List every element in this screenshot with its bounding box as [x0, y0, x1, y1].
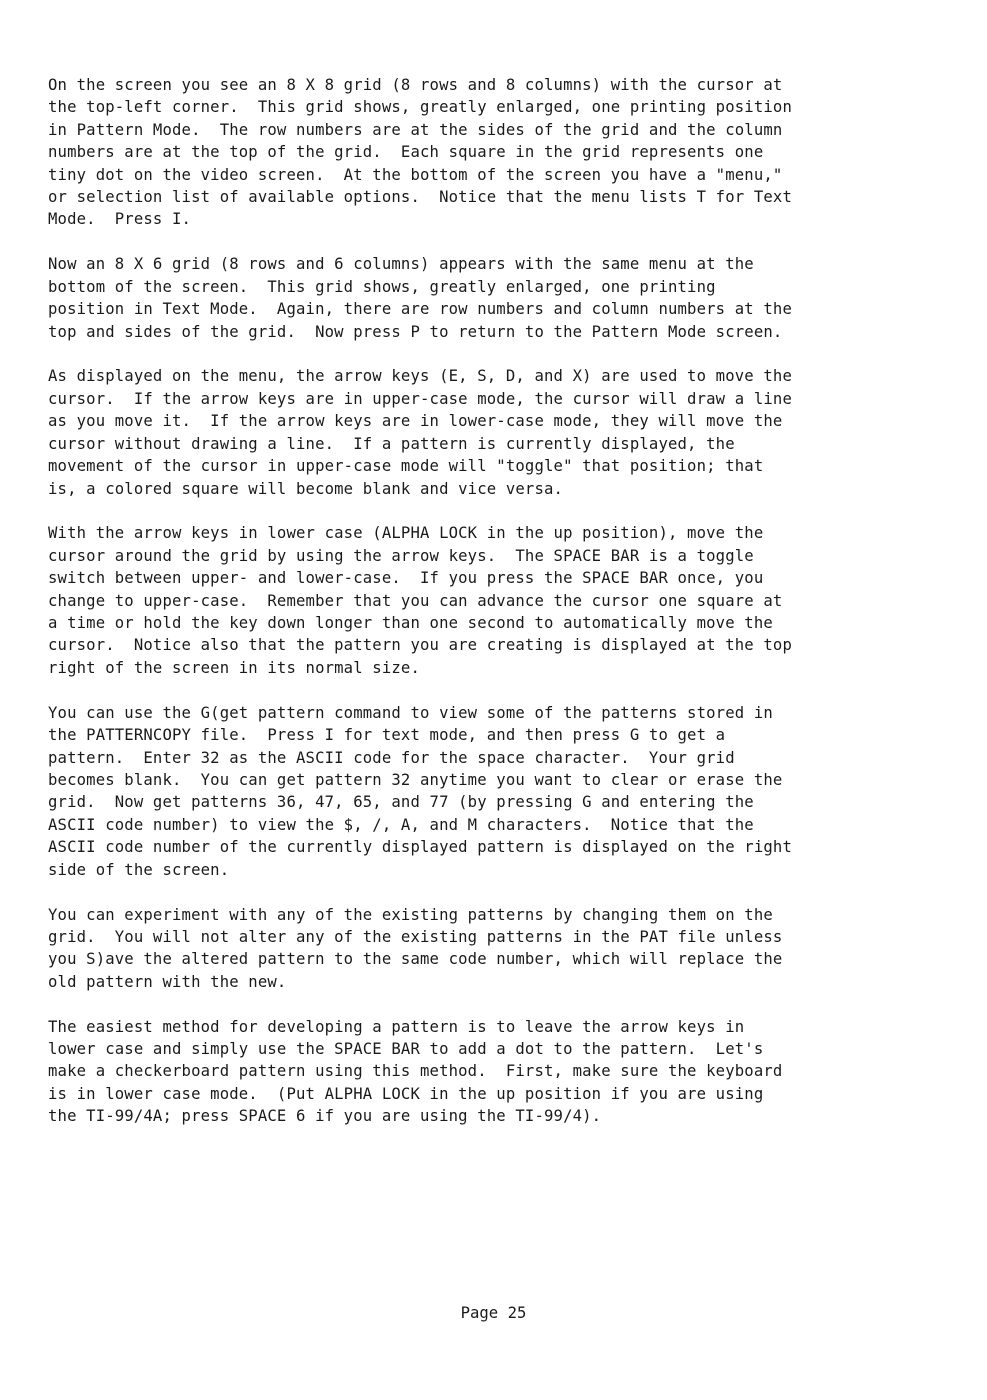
- text-line: movement of the cursor in upper-case mode will "toggle" that position; that: [48, 457, 764, 476]
- text-line: tiny dot on the video screen. At the bottom of the screen you have a "menu,": [48, 165, 783, 184]
- text-line: position in Text Mode. Again, there are row numbers and column numbers at the: [48, 300, 792, 319]
- text-line: bottom of the screen. This grid shows, greatly enlarged, one printing: [48, 277, 716, 296]
- text-line: the top-left corner. This grid shows, greatly enlarged, one printing position: [48, 98, 792, 117]
- text-line: cursor without drawing a line. If a pattern is currently displayed, the: [48, 434, 735, 453]
- text-line: ASCII code number) to view the $, /, A, and M characters. Notice that the: [48, 815, 754, 834]
- text-line: You can use the G(get pattern command to view some of the patterns stored in: [48, 703, 773, 722]
- text-line: grid. You will not alter any of the existing patterns in the PAT file unless: [48, 927, 783, 946]
- text-line: top and sides of the grid. Now press P to return to the Pattern Mode screen.: [48, 322, 783, 341]
- text-line: make a checkerboard pattern using this method. First, make sure the keyboard: [48, 1062, 783, 1081]
- text-line: cursor. If the arrow keys are in upper-case mode, the cursor will draw a line: [48, 389, 792, 408]
- text-line: in Pattern Mode. The row numbers are at the sides of the grid and the column: [48, 120, 783, 139]
- paragraph-experiment: [48, 904, 948, 994]
- text-line: right of the screen in its normal size.: [48, 658, 420, 677]
- paragraph-text-mode-grid: [48, 253, 948, 343]
- text-line: switch between upper- and lower-case. If you press the SPACE BAR once, you: [48, 569, 764, 588]
- text-line: is in lower case mode. (Put ALPHA LOCK in the up position if you are using: [48, 1084, 764, 1103]
- text-line: side of the screen.: [48, 860, 230, 879]
- text-line: pattern. Enter 32 as the ASCII code for the space character. Your grid: [48, 748, 735, 767]
- paragraph-space-bar-toggle: [48, 522, 948, 679]
- text-line: as you move it. If the arrow keys are in lower-case mode, they will move the: [48, 412, 783, 431]
- text-line: a time or hold the key down longer than one second to automatically move the: [48, 614, 773, 633]
- paragraph-checkerboard-method: [48, 1016, 948, 1128]
- text-line: you S)ave the altered pattern to the same code number, which will replace the: [48, 950, 783, 969]
- text-line: Now an 8 X 6 grid (8 rows and 6 columns) appears with the same menu at the: [48, 255, 754, 274]
- text-line: numbers are at the top of the grid. Each square in the grid represents one: [48, 143, 764, 162]
- text-line: becomes blank. You can get pattern 32 anytime you want to clear or erase the: [48, 770, 783, 789]
- text-line: change to upper-case. Remember that you can advance the cursor one square at: [48, 591, 783, 610]
- paragraph-arrow-keys: [48, 365, 948, 499]
- text-line: grid. Now get patterns 36, 47, 65, and 77 (by pressing G and entering the: [48, 793, 754, 812]
- text-line: the TI-99/4A; press SPACE 6 if you are using the TI-99/4).: [48, 1107, 602, 1126]
- text-line: As displayed on the menu, the arrow keys (E, S, D, and X) are used to move the: [48, 367, 792, 386]
- text-line: lower case and simply use the SPACE BAR to add a dot to the pattern. Let's: [48, 1040, 764, 1059]
- text-line: On the screen you see an 8 X 8 grid (8 rows and 8 columns) with the cursor at: [48, 76, 783, 94]
- text-line: Mode. Press I.: [48, 210, 192, 229]
- body-text: [48, 74, 948, 1150]
- paragraph-get-pattern: [48, 702, 948, 881]
- text-line: cursor. Notice also that the pattern you are creating is displayed at the top: [48, 636, 792, 655]
- text-line: old pattern with the new.: [48, 972, 287, 991]
- paragraph-pattern-mode-grid: [48, 74, 948, 231]
- text-line: cursor around the grid by using the arrow keys. The SPACE BAR is a toggle: [48, 546, 754, 565]
- text-line: ASCII code number of the currently displayed pattern is displayed on the right: [48, 838, 792, 857]
- text-line: the PATTERNCOPY file. Press I for text mode, and then press G to get a: [48, 726, 726, 745]
- text-line: is, a colored square will become blank and vice versa.: [48, 479, 564, 498]
- text-line: The easiest method for developing a pattern is to leave the arrow keys in: [48, 1017, 745, 1036]
- page-number: Page 25: [460, 1304, 527, 1322]
- text-line: or selection list of available options. Notice that the menu lists T for Text: [48, 188, 792, 207]
- text-line: You can experiment with any of the existing patterns by changing them on the: [48, 905, 773, 924]
- text-line: With the arrow keys in lower case (ALPHA LOCK in the up position), move the: [48, 524, 764, 543]
